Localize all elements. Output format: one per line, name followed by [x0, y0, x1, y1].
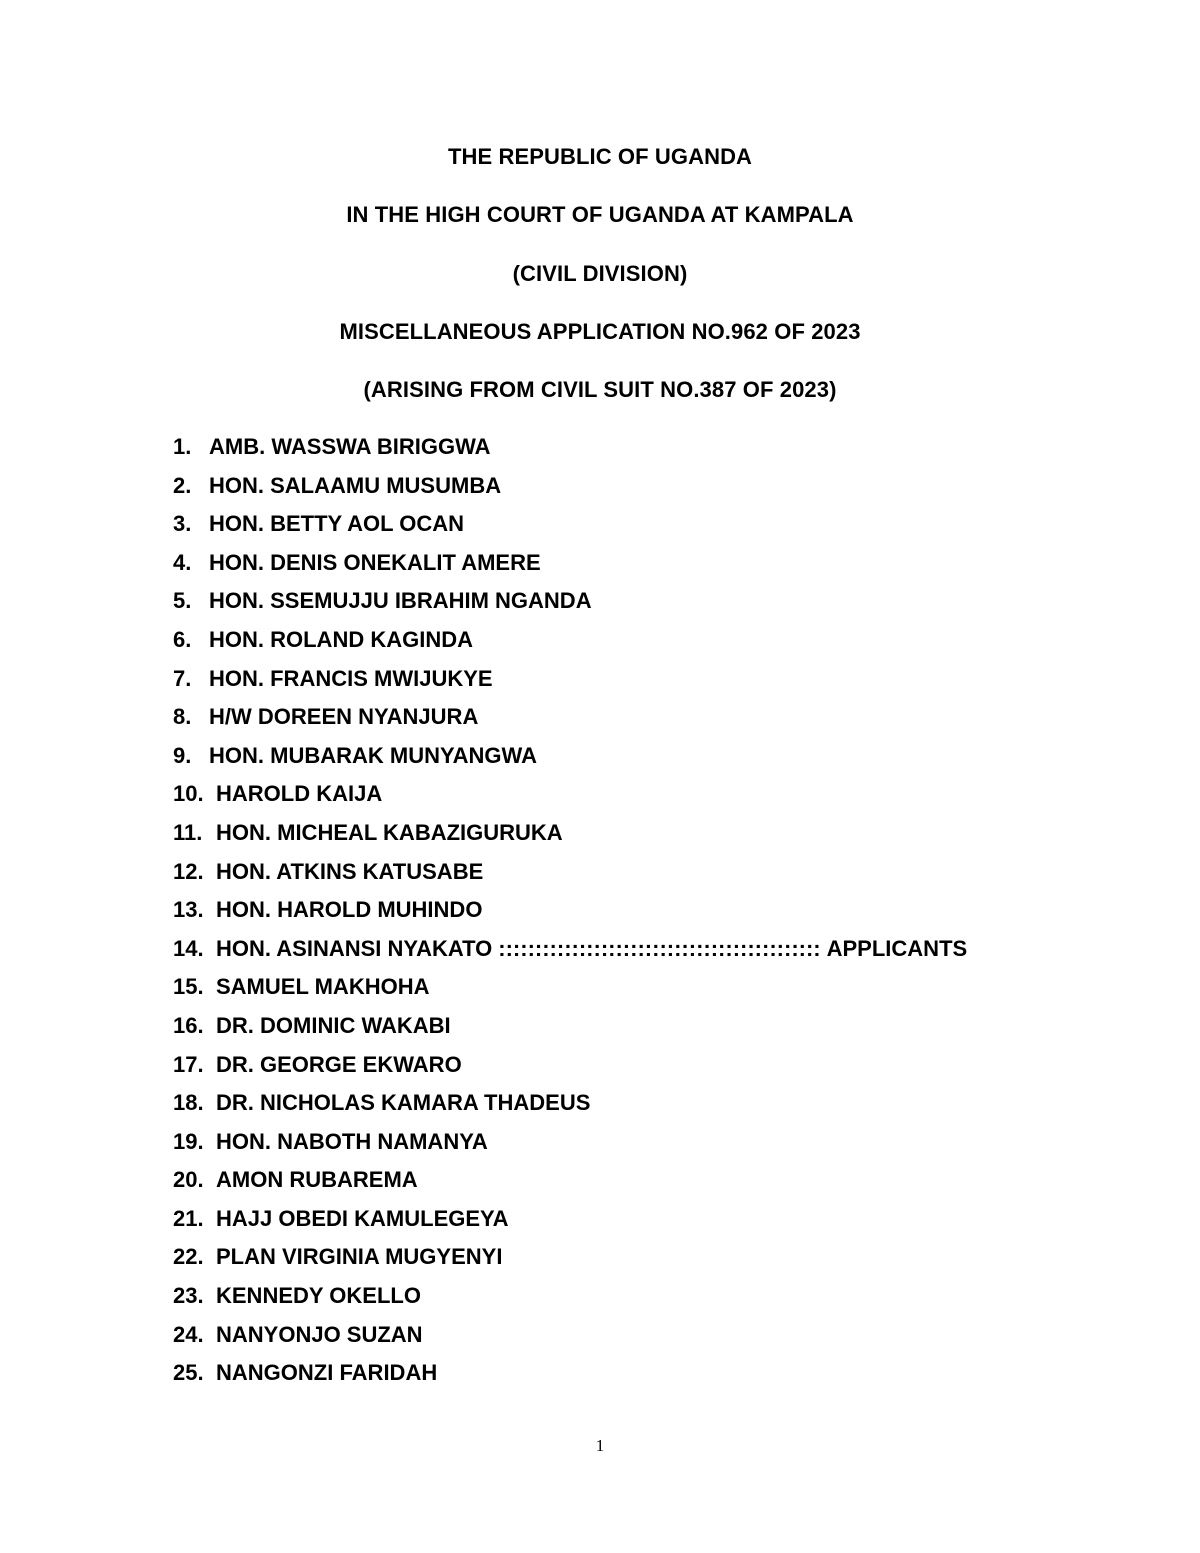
party-name: HON. SSEMUJJU IBRAHIM NGANDA: [209, 588, 592, 614]
party-name: HON. FRANCIS MWIJUKYE: [209, 665, 493, 691]
party-item: [173, 510, 967, 549]
party-number: 13.: [173, 897, 204, 923]
heading-application: MISCELLANEOUS APPLICATION NO.962 OF 2023: [339, 319, 861, 344]
party-item: [173, 665, 967, 704]
party-item: [173, 1089, 967, 1128]
party-name: HON. MICHEAL KABAZIGURUKA: [216, 819, 563, 845]
party-item: [173, 858, 967, 897]
party-number: 14.: [173, 935, 204, 961]
party-item: [173, 1166, 967, 1205]
party-number: 11.: [173, 819, 203, 845]
party-item: [173, 549, 967, 588]
party-item: [173, 1205, 967, 1244]
party-item: [173, 472, 967, 511]
page-number: 1: [595, 1436, 605, 1455]
party-item: [173, 1128, 967, 1167]
party-name: HON. BETTY AOL OCAN: [209, 511, 465, 537]
party-number: 7.: [173, 665, 192, 691]
party-number: 6.: [173, 626, 192, 652]
heading-republic: THE REPUBLIC OF UGANDA: [447, 144, 753, 169]
heading-court: IN THE HIGH COURT OF UGANDA AT KAMPALA: [346, 202, 854, 227]
party-item: [173, 1243, 967, 1282]
party-number: 20.: [173, 1167, 204, 1193]
party-name: HON. SALAAMU MUSUMBA: [209, 472, 502, 498]
party-name: AMB. WASSWA BIRIGGWA: [209, 434, 491, 459]
party-name: NANYONJO SUZAN: [216, 1321, 423, 1347]
party-number: 3.: [173, 511, 192, 537]
party-number: 21.: [173, 1205, 204, 1231]
party-item: [173, 626, 967, 665]
party-number: 2.: [173, 472, 192, 498]
party-name: HAJJ OBEDI KAMULEGEYA: [216, 1205, 509, 1231]
party-name: H/W DOREEN NYANJURA: [209, 704, 479, 730]
party-item: [173, 780, 967, 819]
party-number: 15.: [173, 974, 204, 1000]
party-item: [173, 703, 967, 742]
party-name: HON. ATKINS KATUSABE: [216, 858, 484, 884]
party-number: 23.: [173, 1283, 204, 1309]
party-name: KENNEDY OKELLO: [216, 1283, 421, 1309]
party-item: [173, 896, 967, 935]
party-number: 17.: [173, 1051, 204, 1077]
party-item: [173, 1282, 967, 1321]
party-item: [173, 587, 967, 626]
party-number: 18.: [173, 1090, 204, 1116]
party-name: SAMUEL MAKHOHA: [216, 974, 430, 1000]
party-number: 16.: [173, 1012, 204, 1038]
party-name: HON. DENIS ONEKALIT AMERE: [209, 549, 541, 575]
party-name: HON. NABOTH NAMANYA: [216, 1128, 488, 1154]
party-item: [173, 433, 967, 472]
heading-arising: (ARISING FROM CIVIL SUIT NO.387 OF 2023): [363, 377, 837, 402]
party-item: [173, 1012, 967, 1051]
party-name: HAROLD KAIJA: [216, 781, 383, 807]
party-number: 19.: [173, 1128, 204, 1154]
party-number: 8.: [173, 704, 192, 730]
party-item: [173, 1051, 967, 1090]
party-item: [173, 1321, 967, 1360]
party-number: 9.: [173, 742, 192, 768]
party-item: [173, 935, 967, 974]
applicants-list: [173, 433, 967, 1398]
party-name: DR. NICHOLAS KAMARA THADEUS: [216, 1090, 591, 1116]
party-role: APPLICANTS: [826, 935, 968, 961]
party-number: 25.: [173, 1360, 204, 1386]
party-name: DR. GEORGE EKWARO: [216, 1051, 462, 1077]
party-separator: ::::::::::::::::::::::::::::::::::::::::::::: [498, 935, 821, 961]
party-name: NANGONZI FARIDAH: [216, 1360, 438, 1386]
party-name: HON. ASINANSI NYAKATO: [216, 935, 493, 961]
party-name: AMON RUBAREMA: [216, 1167, 418, 1193]
party-name: DR. DOMINIC WAKABI: [216, 1012, 451, 1038]
party-number: 22.: [173, 1244, 204, 1270]
party-name: HON. HAROLD MUHINDO: [216, 897, 483, 923]
party-number: 24.: [173, 1321, 204, 1347]
party-number: 12.: [173, 858, 204, 884]
party-item: [173, 742, 967, 781]
party-number: 5.: [173, 588, 192, 614]
party-name: HON. MUBARAK MUNYANGWA: [209, 742, 537, 768]
party-item: [173, 1359, 967, 1398]
party-name: HON. ROLAND KAGINDA: [209, 626, 473, 652]
party-item: [173, 973, 967, 1012]
party-number: 10.: [173, 781, 204, 807]
party-item: [173, 819, 967, 858]
heading-division: (CIVIL DIVISION): [512, 261, 688, 286]
party-number: 1.: [173, 434, 192, 459]
party-name: PLAN VIRGINIA MUGYENYI: [216, 1244, 503, 1270]
party-number: 4.: [173, 549, 192, 575]
